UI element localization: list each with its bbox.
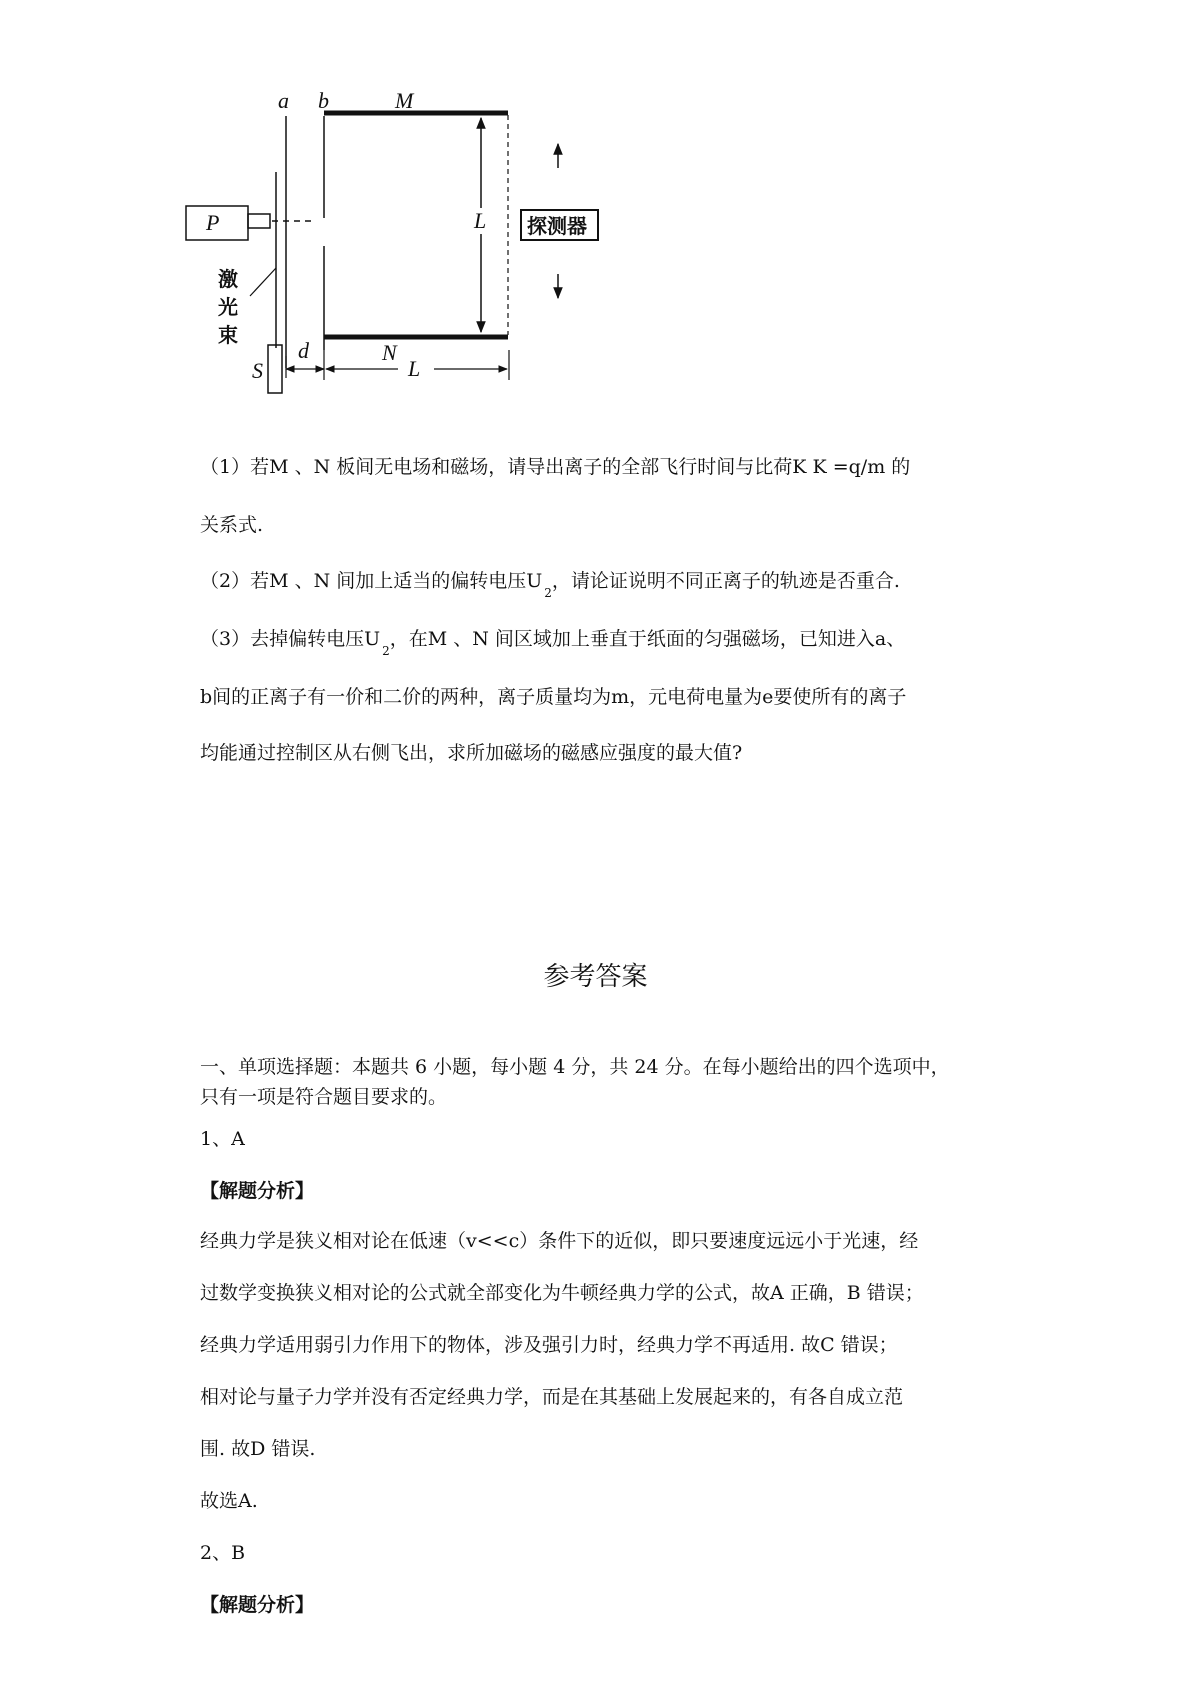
label-n: N bbox=[382, 340, 397, 365]
analysis-1-line-5: 围. 故D 错误. bbox=[200, 1438, 316, 1460]
question-3-tail: ，在M 、N 间区域加上垂直于纸面的匀强磁场，已知进入a、 bbox=[389, 628, 906, 650]
label-l-vertical: L bbox=[474, 208, 487, 233]
label-s: S bbox=[252, 358, 263, 383]
question-3-subscript: 2 bbox=[382, 644, 390, 658]
apparatus-diagram bbox=[180, 88, 680, 418]
label-m: M bbox=[395, 88, 414, 113]
answer-1: 1、A bbox=[200, 1128, 245, 1150]
answers-title: 参考答案 bbox=[543, 962, 648, 992]
analysis-1-line-4: 相对论与量子力学并没有否定经典力学，而是在其基础上发展起来的，有各自成立范 bbox=[200, 1386, 904, 1408]
source-p-nozzle bbox=[248, 214, 270, 228]
laser-label-3: 束 bbox=[218, 323, 238, 347]
detector-label: 探测器 bbox=[527, 214, 587, 238]
question-3-line-2: b间的正离子有一价和二价的两种，离子质量均为m，元电荷电量为e要使所有的离子 bbox=[200, 686, 907, 708]
analysis-heading-1: 【解题分析】 bbox=[200, 1180, 315, 1202]
answer-2: 2、B bbox=[200, 1542, 246, 1564]
label-d: d bbox=[298, 338, 309, 363]
analysis-1-line-1: 经典力学是狭义相对论在低速（v<<c）条件下的近似，即只要速度远远小于光速，经 bbox=[200, 1230, 919, 1252]
section-intro-line-2: 只有一项是符合题目要求的。 bbox=[200, 1086, 448, 1108]
question-3-text: （3）去掉偏转电压U bbox=[200, 628, 381, 650]
question-3-line-3: 均能通过控制区从右侧飞出，求所加磁场的磁感应强度的最大值? bbox=[200, 742, 743, 764]
analysis-1-line-2: 过数学变换狭义相对论的公式就全部变化为牛顿经典力学的公式，故A 正确，B 错误； bbox=[200, 1282, 924, 1304]
label-b: b bbox=[318, 88, 329, 113]
question-1-line-1: （1）若M 、N 板间无电场和磁场，请导出离子的全部飞行时间与比荷K K =q/m 的 bbox=[200, 456, 911, 478]
analysis-heading-2: 【解题分析】 bbox=[200, 1594, 315, 1616]
source-s bbox=[268, 345, 282, 393]
laser-label-1: 激 bbox=[218, 267, 238, 291]
laser-label-2: 光 bbox=[218, 295, 238, 319]
question-2-subscript: 2 bbox=[544, 586, 552, 600]
question-2 bbox=[200, 568, 900, 600]
label-p: P bbox=[206, 210, 220, 235]
section-intro-line-1: 一、单项选择题：本题共 6 小题，每小题 4 分，共 24 分。在每小题给出的四个选项中， bbox=[200, 1056, 950, 1078]
choice-1: 故选A. bbox=[200, 1490, 258, 1512]
question-1-line-2: 关系式. bbox=[200, 514, 264, 536]
analysis-1-line-3: 经典力学适用弱引力作用下的物体，涉及强引力时，经典力学不再适用. 故C 错误； bbox=[200, 1334, 898, 1356]
label-l-horizontal: L bbox=[408, 356, 421, 381]
label-a: a bbox=[278, 88, 289, 113]
question-2-tail: ，请论证说明不同正离子的轨迹是否重合. bbox=[551, 570, 900, 592]
question-2-text: （2）若M 、N 间加上适当的偏转电压U bbox=[200, 570, 543, 592]
laser-leader-line bbox=[250, 268, 276, 296]
question-3-line-1 bbox=[200, 626, 906, 658]
